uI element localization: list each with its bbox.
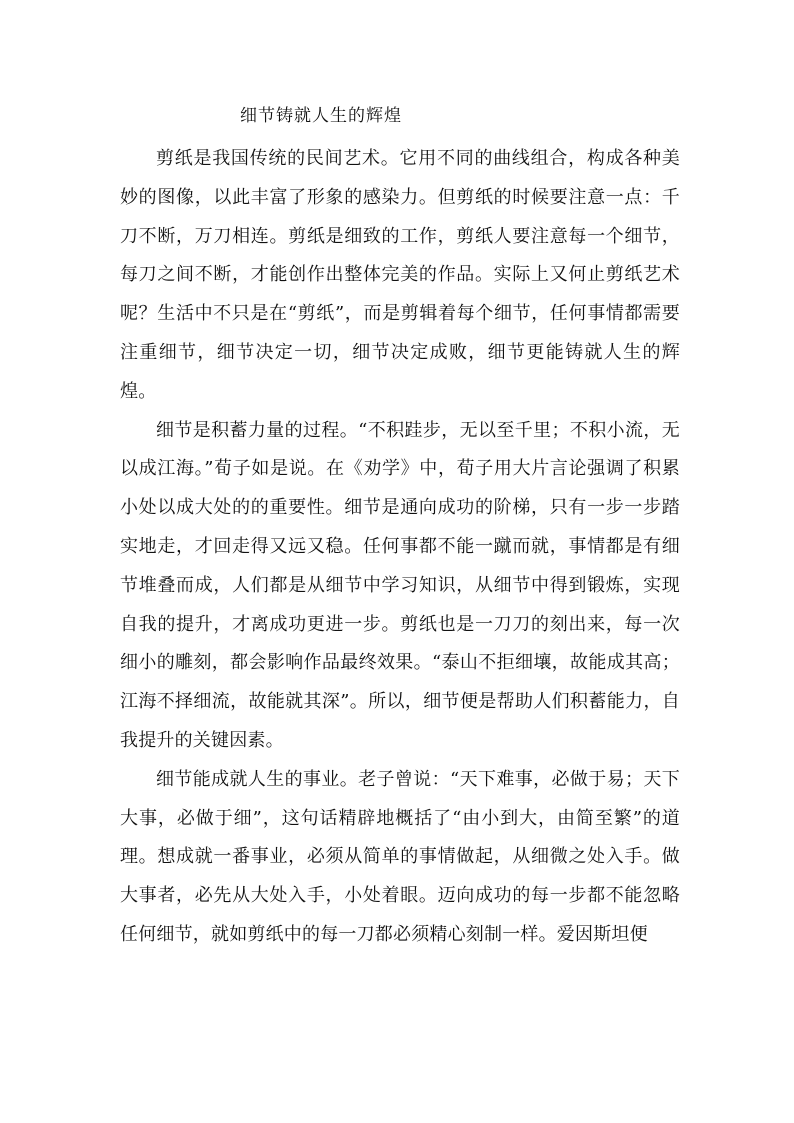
- paragraph-2: 细节是积蓄力量的过程。“不积跬步，无以至千里；不积小流，无以成江海。”荀子如是说。在《劝学》中，荀子用大片言论强调了积累小处以成大处的的重要性。细节是通向成功的阶梯，只有一步一步踏实地走，才回走得又远又稳。任何事都不能一蹴而就，事情都是有细节堆叠而成，人们都是从细节中学习知识，从细节中得到锻炼，实现自我的提升，才离成功更进一步。剪纸也是一刀刀的刻出来，每一次细小的雕刻，都会影响作品最终效果。“泰山不拒细壤，故能成其高；江海不择细流，故能就其深”。所以，细节便是帮助人们积蓄能力，自我提升的关键因素。: [120, 419, 680, 751]
- paragraph-3: 细节能成就人生的事业。老子曾说：“天下难事，必做于易；天下大事，必做于细”，这句话精辟地概括了“由小到大，由简至繁”的道理。想成就一番事业，必须从简单的事情做起，从细微之处入手。做大事者，必先从大处入手，小处着眼。迈向成功的每一步都不能忽略任何细节，就如剪纸中的每一刀都必须精心刻制一样。爱因斯坦便: [120, 768, 680, 945]
- paragraph-1: 剪纸是我国传统的民间艺术。它用不同的曲线组合，构成各种美妙的图像，以此丰富了形象的感染力。但剪纸的时候要注意一点：千刀不断，万刀相连。剪纸是细致的工作，剪纸人要注意每一个细节，每刀之间不断，才能创作出整体完美的作品。实际上又何止剪纸艺术呢？生活中不只是在“剪纸”，而是剪辑着每个细节，任何事情都需要注重细节，细节决定一切，细节决定成败，细节更能铸就人生的辉煌。: [120, 148, 680, 402]
- document-body: [120, 140, 680, 955]
- document-title: 细节铸就人生的辉煌: [240, 106, 402, 126]
